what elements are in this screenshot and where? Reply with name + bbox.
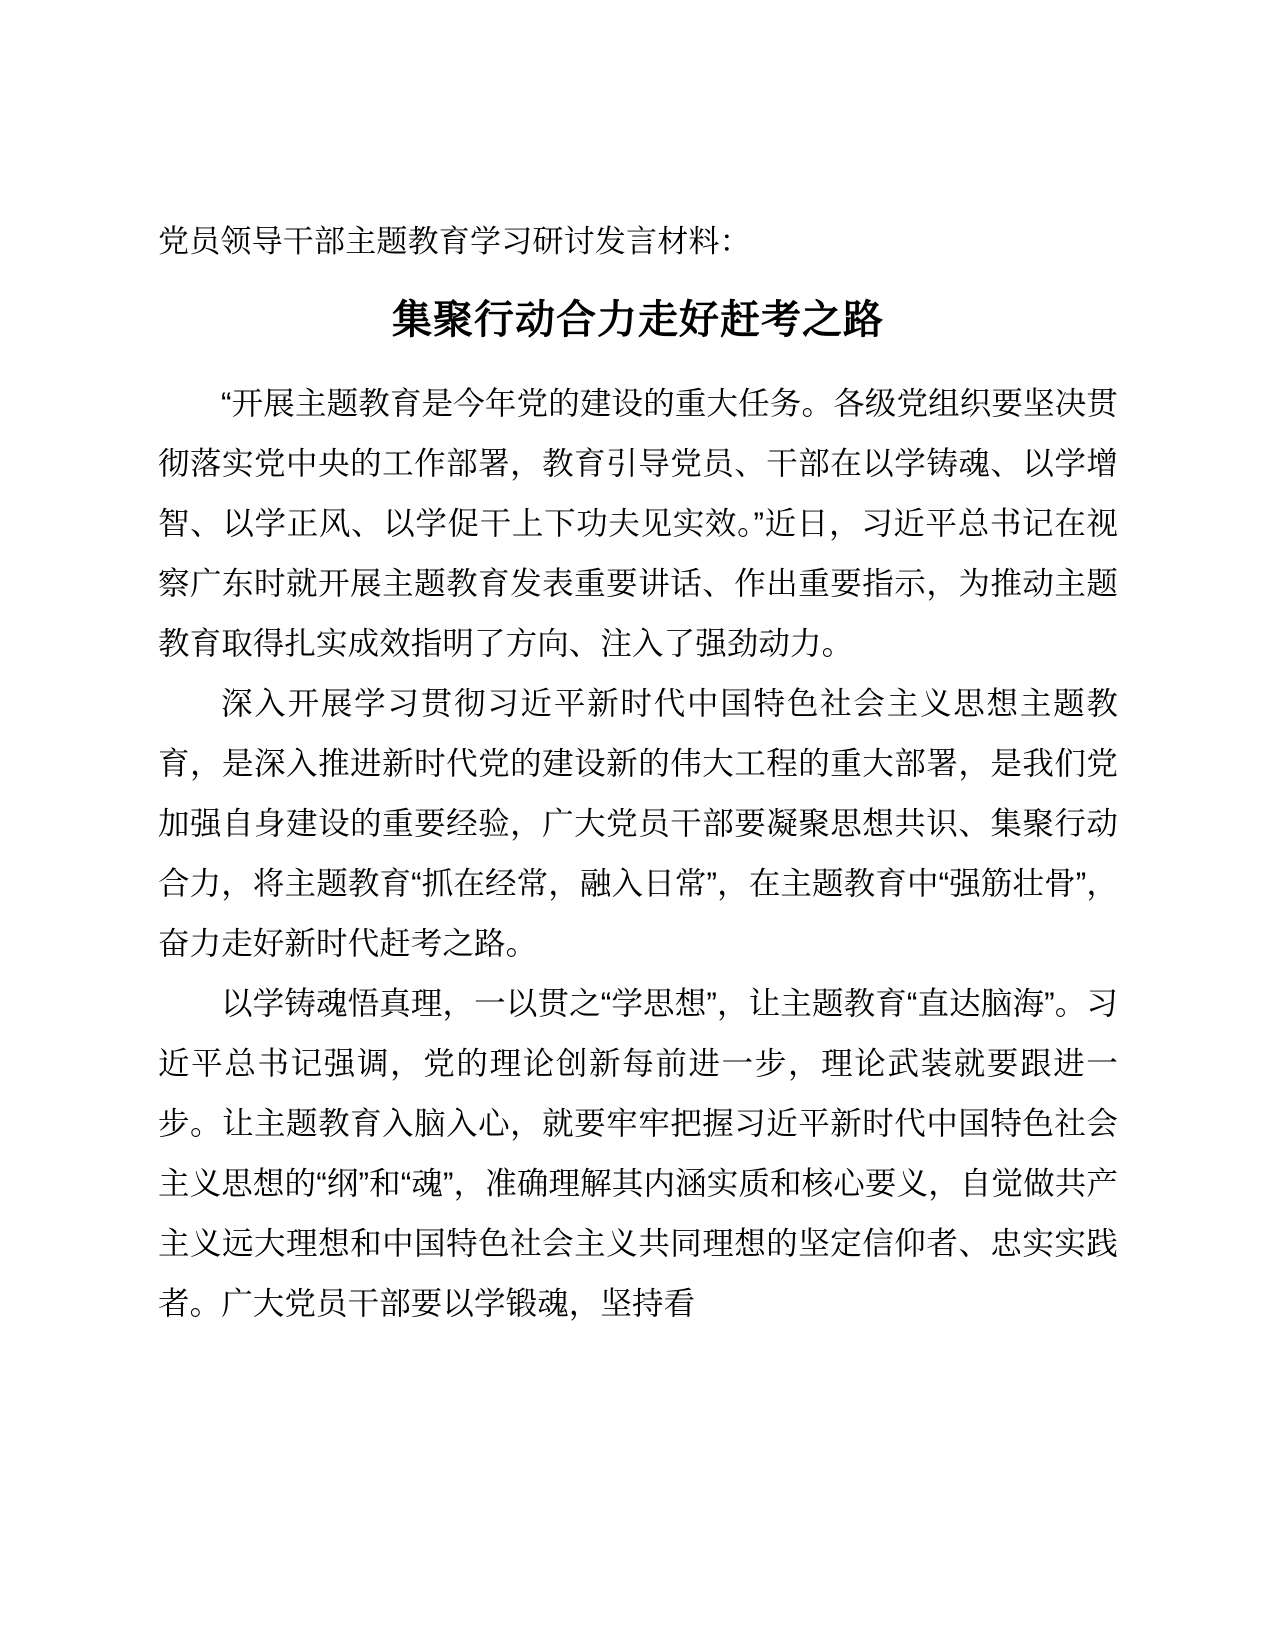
body-paragraph-3: 以学铸魂悟真理，一以贯之“学思想”，让主题教育“直达脑海”。习近平总书记强调，党的理论创新每前进一步，理论武装就要跟进一步。让主题教育入脑入心，就要牢牢把握习近平新时代中国特色社会主义思想的“纲”和“魂”，准确理解其内涵实质和核心要义，自觉做共产主义远大理想和中国特色社会主义共同理想的坚定信仰者、忠实实践者。广大党员干部要以学锻魂，坚持看 (158, 985, 1118, 1321)
page-title: 集聚行动合力走好赶考之路 (392, 298, 884, 342)
document-text-column (158, 0, 1118, 1333)
document-subject-line: 党员领导干部主题教育学习研讨发言材料： (158, 224, 751, 259)
body-paragraph-2: 深入开展学习贯彻习近平新时代中国特色社会主义思想主题教育，是深入推进新时代党的建设新的伟大工程的重大部署，是我们党加强自身建设的重要经验，广大党员干部要凝聚思想共识、集聚行动合力，将主题教育“抓在经常，融入日常”，在主题教育中“强筋壮骨”，奋力走好新时代赶考之路。 (158, 685, 1118, 961)
body-paragraph-1: “开展主题教育是今年党的建设的重大任务。各级党组织要坚决贯彻落实党中央的工作部署，教育引导党员、干部在以学铸魂、以学增智、以学正风、以学促干上下功夫见实效。”近日，习近平总书记在视察广东时就开展主题教育发表重要讲话、作出重要指示，为推动主题教育取得扎实成效指明了方向、注入了强劲动力。 (158, 385, 1118, 661)
